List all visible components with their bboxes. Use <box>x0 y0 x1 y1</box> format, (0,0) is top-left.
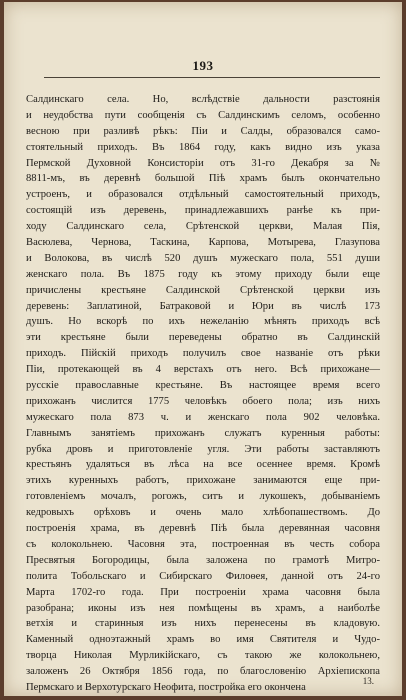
text-line: Васюлева, Чернова, Таскина, Карпова, Мотырева, Глазупова <box>26 237 380 249</box>
text-line: Пресвятыя Богородицы, была заложена по грамотѣ Митро- <box>26 554 380 566</box>
signature-mark: 13. <box>362 676 374 686</box>
text-line: душъ. Но вскорѣ по ихъ нежеланію мѣнять приходъ всѣ <box>26 316 380 328</box>
text-line: крестьянъ удаляться въ лѣса на все осеннее время. Кромѣ <box>26 459 380 471</box>
text-line: построенія храма, въ деревнѣ Піѣ была деревянная часовня <box>26 523 380 535</box>
text-line: Марта 1702-го года. При построеніи храма часовня была <box>26 586 380 598</box>
text-line: деревень: Заплатиной, Батраковой и Юри въ числѣ 173 <box>26 300 380 312</box>
text-line: ходу Салдинскаго села, Срѣтенской церкви, Малая Пія, <box>26 221 380 233</box>
text-line: рубка дровъ и приготовленіе угля. Эти работы заставляютъ <box>26 443 380 455</box>
text-line: Главнымъ занятіемъ прихожанъ служатъ куренныя работы: <box>26 427 380 439</box>
text-line: устроенъ, и образовался отдѣльный самостоятельный приходъ, <box>26 189 380 201</box>
text-line: этихъ куренныхъ работъ, прихожане занимаются еще при- <box>26 475 380 487</box>
text-line: ветхія и старинныя изъ нихъ перенесены въ кладовую. <box>26 618 380 630</box>
text-line: причислены крестьяне Салдинской Срѣтенской церкви изъ <box>26 284 380 296</box>
text-line: прихожанъ числится 1775 человѣкъ обоего пола; изъ нихъ <box>26 395 380 407</box>
text-line: стоятельный приходъ. Въ 1864 году, какъ видно изъ указа <box>26 141 380 153</box>
text-line: и Волокова, въ числѣ 520 душъ мужескаго пола, 551 души <box>26 252 380 264</box>
page-number: 193 <box>192 58 214 73</box>
book-page <box>4 2 402 696</box>
header-rule <box>44 77 380 78</box>
body-text <box>26 92 380 696</box>
text-line: Пермской Духовной Консисторіи отъ 31-го Декабря за № <box>26 157 380 169</box>
text-line: состоящій изъ деревень, принадлежавшихъ ранѣе къ при- <box>26 205 380 217</box>
text-line: Пермскаго и Верхотурскаго Неофита, постройка его окончена <box>26 681 306 693</box>
text-line: русскіе православные крестьяне. Въ настоящее время всего <box>26 380 380 392</box>
text-line: творца Николая Мурликійскаго, съ такою же колокольнею, <box>26 650 380 662</box>
text-line: эти крестьяне были переведены обратно въ Салдинскій <box>26 332 380 344</box>
text-line: мужескаго пола 873 ч. и женскаго пола 902 человѣка. <box>26 411 380 423</box>
text-line: и неудобства пути сообщенія съ Салдинскимъ селомъ, особенно <box>26 109 380 121</box>
text-line: весною при разливѣ рѣкъ: Піи и Салды, образовался само- <box>26 125 380 137</box>
text-line: женскаго пола. Въ 1875 году къ этому приходу были еще <box>26 268 380 280</box>
text-line: съ колокольнею. Часовня эта, построенная въ честь собора <box>26 538 380 550</box>
text-line: разобрана; иконы изъ нея помѣщены въ храмъ, а наиболѣе <box>26 602 380 614</box>
text-line: Каменный одноэтажный храмъ во имя Святителя и Чудо- <box>26 634 380 646</box>
text-line: полита Тобольскаго и Сибирскаго Филоѳея, данной отъ 24-го <box>26 570 380 582</box>
text-line: приходъ. Пійскій приходъ получилъ свое названіе отъ рѣки <box>26 348 380 360</box>
text-line: Піи, протекающей въ 4 верстахъ отъ него. Всѣ прихожане— <box>26 364 380 376</box>
text-line: кедровыхъ орѣховъ и очень мало хлѣбопашествомъ. До <box>26 507 380 519</box>
text-line: заложенъ 26 Октября 1856 года, по благословенію Архіепископа <box>26 666 380 678</box>
text-line: Салдинскаго села. Но, вслѣдствіе дальности разстоянія <box>26 94 380 105</box>
text-line: 8811-мъ, въ деревнѣ большой Піѣ храмъ былъ окончательно <box>26 173 380 185</box>
text-line: готовленіемъ мочалъ, рогожъ, ситъ и лукошекъ, добываніемъ <box>26 491 380 503</box>
